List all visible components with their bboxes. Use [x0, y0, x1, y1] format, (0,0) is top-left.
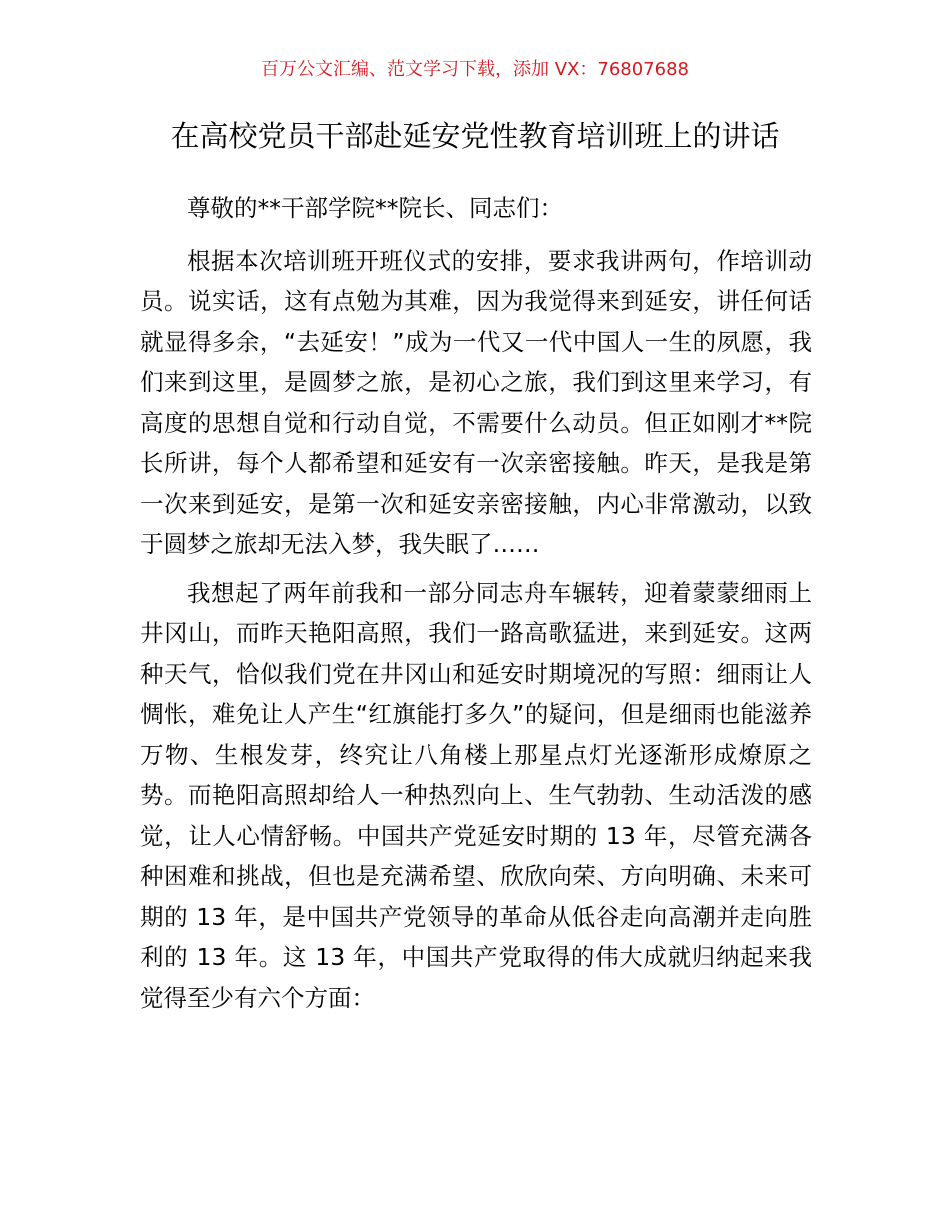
salutation-paragraph: 尊敬的**干部学院**院长、同志们： — [187, 194, 563, 222]
body-paragraph: 根据本次培训班开班仪式的安排，要求我讲两句，作培训动员。说实话，这有点勉为其难，因为我觉得来到延安，讲任何话就显得多余，“去延安！”成为一代又一代中国人一生的夙愿，我们来到这里，是圆梦之旅，是初心之旅，我们到这里来学习，有高度的思想自觉和行动自觉，不需要什么动员。但正如刚才**院长所讲，每个人都希望和延安有一次亲密接触。昨天，是我是第一次来到延安，是第一次和延安亲密接触，内心非常激动，以致于圆梦之旅却无法入梦，我失眠了…… — [140, 246, 812, 558]
body-paragraph: 我想起了两年前我和一部分同志舟车辗转，迎着蒙蒙细雨上井冈山，而昨天艳阳高照，我们一路高歌猛进，来到延安。这两种天气，恰似我们党在井冈山和延安时期境况的写照：细雨让人惆怅，难免让人产生“红旗能打多久”的疑问，但是细雨也能滋养万物、生根发芽，终究让八角楼上那星点灯光逐渐形成燎原之势。而艳阳高照却给人一种热烈向上、生气勃勃、生动活泼的感觉，让人心情舒畅。中国共产党延安时期的 13 年，尽管充满各种困难和挑战，但也是充满希望、欣欣向荣、方向明确、未来可期的 13 年，是中国共产党领导的革命从低谷走向高潮并走向胜利的 13 年。这 13 年，中国共产党取得的伟大成就归纳起来我觉得至少有六个方面： — [140, 578, 812, 1012]
watermark-header: 百万公文汇编、范文学习下载，添加 VX：76807688 — [261, 59, 689, 80]
document-body — [140, 188, 812, 1026]
document-title: 在高校党员干部赴延安党性教育培训班上的讲话 — [170, 119, 780, 153]
